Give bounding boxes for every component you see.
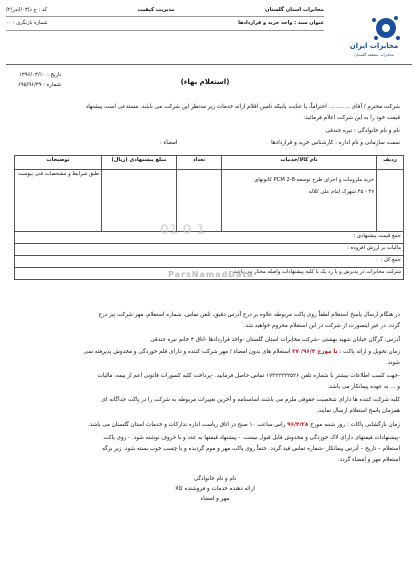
body-line-1: در هنگام ارسال پاسخ استعلام لطفاً روی پاکت مربوطه علاوه بر درج آدرس دقیق، تلفن تماس، شماره استعلام، مهر شرکت نیز درج [98,312,400,318]
item-desc-2: ۴۷ - ۴۵ شهرک امام علی کلاله [308,189,374,195]
opening-label: زمان بازگشایی پاکات : روز شنبه مورخ [310,422,400,428]
date-text: تاریخ : ۱۳۹۶/۰۳/۱۰ [19,72,62,78]
position-line: سمت سازمانی و نام اداره : کارشناس خرید و قراردادها [271,140,400,146]
item-desc-1: خرید ملزومات و اجرای طرح توسعه-PCM 2-8 کانونهای [254,177,374,183]
conditions-line-3: استعلام مهر و امضاء گردد. [337,457,400,463]
body-line-9: همزمان پاسخ استعلام ارسال نمایند. [316,408,400,414]
total-row [15,232,404,244]
dept-name: مدیریت کیفیت [137,7,175,13]
deadline-rest: استعلام های بدون امضاء / مهر شرکت کننده و دارای قلم خوردگی و مخدوش پذیرفته نمی [83,349,291,355]
tax-row [15,244,404,256]
supplier-name-label: نام و نام خانوادگی [193,476,237,482]
doc-title: عنوان سند : واحد خرید و قراردادها [238,20,324,26]
watermark-digits: 01 0 1 [160,223,206,238]
intro-line-2: قیمت خود را به این شرکت اعلام فرمائید: [303,115,400,121]
contact-line: -جهت کسب اطلاعات بیشتر با شماره تلفن ۱۷۳۲۲۲۲۲۵۲۶ تماس حاصل فرمایید. -پرداخت کلیه کسورات قانونی اعم از بیمه، مالیات [97,373,400,379]
legal-line: کلیه شرکت کننده ها دارای شخصیت حقوقی ملزم می باشند اساسنامه و آخرین تغییرات مربوطه به شرکت را در پاکت جداگانه ای [101,397,400,403]
logo-text: مخابرات ایران [349,42,399,50]
document-header [6,6,412,65]
supplier-signature-block [150,474,280,504]
col-item: نام کالا/خدمات [222,156,377,170]
total-label: جمع قیمت پیشنهادی : [15,232,404,244]
tax-label: مالیات بر ارزش افزوده : [15,244,404,256]
opening-rest: راس ساعت ۱۰ صبح در اتاق ریاست اداره تدارکات و خدمات استان گلستان می باشد. [87,422,286,428]
body-line-7: و ... به عهده پیمانکار می باشد. [327,384,400,390]
name-line: نام و نام خانوادگی : نیره جندقی [325,128,400,134]
deadline-line [14,347,400,357]
opening-date: ۹۶/۴/۲۸ [287,422,309,428]
watermark-site: ParsNamadData [168,270,254,279]
intro-line-1: شرکت محترم / آقای ............ احتراماً، با عنایت بانیکه تامین اقلام ارائه خدمات زیر مدنظر این شرکت می باشد، مستدعی است پیشنهاد [85,104,400,110]
date-number-block [18,70,61,90]
grand-total-row [15,256,404,268]
deadline-date: تا مورخ ۹۶/۳/ ۲۷ [292,349,338,355]
revision-no: شماره بازنگری : ۰۰ [6,20,48,26]
org-name: مخابرات استان گلستان [265,7,324,13]
notes-cell: طبق شرایط و مشخصات فنی پیوست [15,170,102,232]
col-row: ردیف [377,156,404,170]
table-row [15,170,404,232]
supplier-stamp-label: مهر و امضاء [200,496,230,502]
deadline-label: زمان تحویل و ارائه پاکت : [339,349,400,355]
body-line-5: شوند. [386,360,400,366]
telecom-logo-icon [334,14,404,59]
footer-note: شرکت مخابرات در پذیرش و یا رد یک یا کلیه پیشنهادات واصله مختار می باشد. [15,268,404,280]
page-title: (استعلام بهاء) [180,78,230,86]
logo-subtext: مخابرات منطقه گلستان [354,52,394,57]
col-notes: توضیحات [15,156,102,170]
items-table [14,155,404,280]
opening-line [14,420,400,430]
item-cell [222,170,377,232]
conditions-line-2: استعلام – تاریخ – آدرس پیمانکار -شماره تماس قید گردد. حتماً روی پاکت مهر و موم گردیده و با چسب خوب بسته شود. زیر برگه [102,446,400,452]
supplier-role-label: ارائه دهنده خدمات و فروشنده کالا [175,486,255,492]
signature-label: امضاء : [160,140,178,146]
number-text: شماره : ۶۹۵/۹۶/۳۹ [18,82,62,88]
conditions-line-1: -پیشنهادات قیمتهای دارای لاک خوردگی و مخدوش قابل قبول نیست. - پیشنهاد قیمتها به عدد و با حروف نوشته شود. - روی پاکت [103,435,400,441]
table-header-row [15,156,404,170]
grand-total-label: جمع کل : [15,256,404,268]
address-line: آدرس: گرگان خیابان شهید بهشتی -شرکت مخابرات استان گلستان -واحد قراردادها -اتاق ۴ خانم نیره جندقی [150,337,400,343]
col-qty: تعداد [177,156,222,170]
col-price: مبلغ پیشنهادی (ریال) [102,156,177,170]
body-line-2: گردد. در غیر اینصورت از شرکت در این استعلام محروم خواهید شد. [243,323,400,329]
doc-code: کد : ج د/۰۳/اندر/۲/ [6,7,48,13]
